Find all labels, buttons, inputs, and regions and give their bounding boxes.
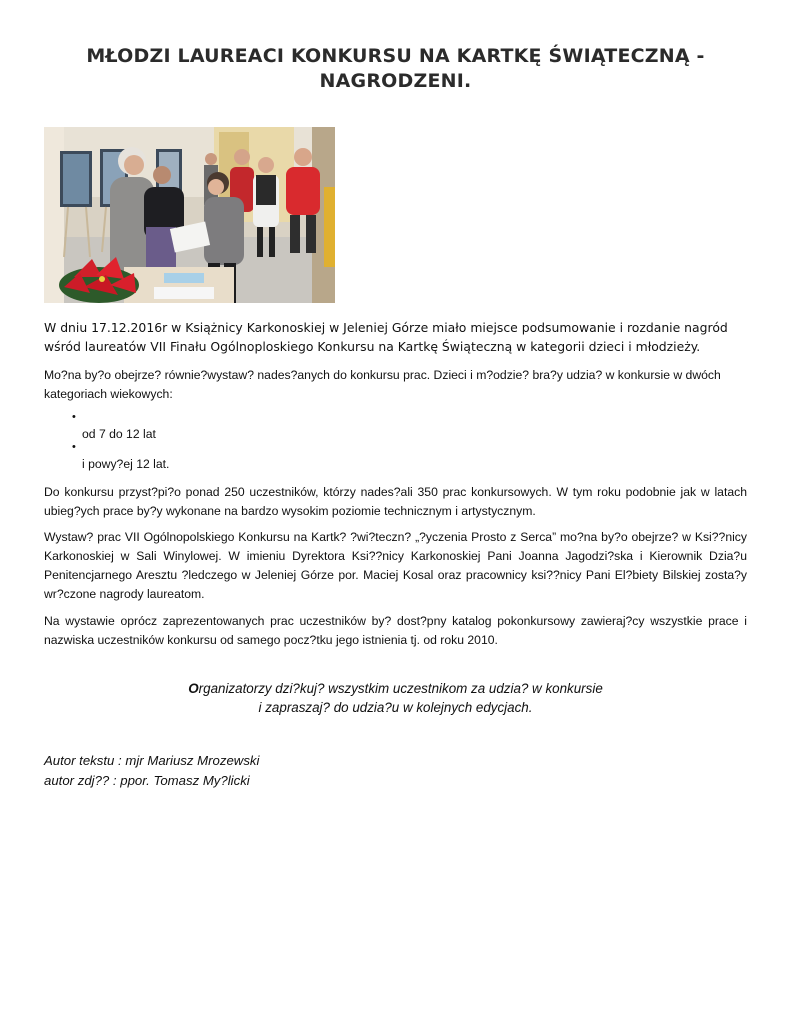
category-label: i powy?ej 12 lat.: [82, 457, 170, 471]
paragraph-exhibition: Mo?na by?o obejrze? równie?wystaw? nades?anych do konkursu prac. Dzieci i m?odzie? bra?y udzia? w konkursie w dwóch kategoriach wiekowych:: [44, 368, 721, 401]
intro-paragraph: W dniu 17.12.2016r w Książnicy Karkonoskiej w Jeleniej Górze miało miejsce podsumowanie i rozdanie nagród wśród laureatów VII Finału Ogólnoploskiego Konkursu na Kartkę Świąteczną w kategorii dzieci i młodzieży.: [44, 320, 728, 354]
title-line-2: NAGRODZENI.: [319, 70, 472, 92]
author-credits: [44, 751, 259, 791]
paragraph-awards: Wystaw? prac VII Ogólnopolskiego Konkursu na Kartk? ?wi?teczn? „?yczenia Prosto z Serca” mo?na by?o obejrze? w Ksi??nicy Karkonoskiej w Sali Winylowej. W imieniu Dyrektora Ksi??nicy Karkonoskiej Pani Joanna Jagodzi?ska i Kierownik Dzia?u Penitencjarnego Aresztu ?ledczego w Jeleniej Górze por. Maciej Kosal oraz pracownicy ksi??nicy Pani El?biety Bilskiej zosta?y wr?czone nagrody laureatom.: [44, 530, 747, 601]
photo-author: autor zdj?? : ppor. Tomasz My?licki: [44, 773, 250, 788]
paragraph-catalog: Na wystawie oprócz zaprezentowanych prac uczestników by? dost?pny katalog pokonkursowy zawieraj?cy wszystkie prace i nazwiska uczestników konkursu od samego pocz?tku jego istnienia tj. od roku 2010.: [44, 614, 747, 647]
closing-line-1-text: rganizatorzy dzi?kuj? wszystkim uczestnikom za udzia? w konkursie: [198, 681, 603, 696]
title-line-1: MŁODZI LAUREACI KONKURSU NA KARTKĘ ŚWIĄTECZNĄ -: [86, 45, 705, 67]
category-label: od 7 do 12 lat: [82, 427, 156, 441]
bullet-icon: •: [72, 411, 76, 423]
award-ceremony-photo: [44, 127, 335, 303]
age-categories-list: [72, 410, 372, 470]
bullet-icon: •: [72, 441, 76, 453]
list-item: [72, 410, 372, 440]
list-item: [72, 440, 372, 470]
closing-initial: O: [188, 681, 199, 696]
page-title: [60, 44, 731, 94]
closing-thanks: [44, 679, 747, 717]
text-author: Autor tekstu : mjr Mariusz Mrozewski: [44, 753, 260, 768]
closing-line-2: i zapraszaj? do udzia?u w kolejnych edycjach.: [258, 700, 533, 715]
closing-line-1: [44, 679, 747, 698]
paragraph-participants: Do konkursu przyst?pi?o ponad 250 uczestników, którzy nades?ali 350 prac konkursowych. W tym roku podobnie jak w latach ubieg?ych prace by?y wykonane na bardzo wysokim poziomie technicznym i artystycznym.: [44, 485, 747, 518]
